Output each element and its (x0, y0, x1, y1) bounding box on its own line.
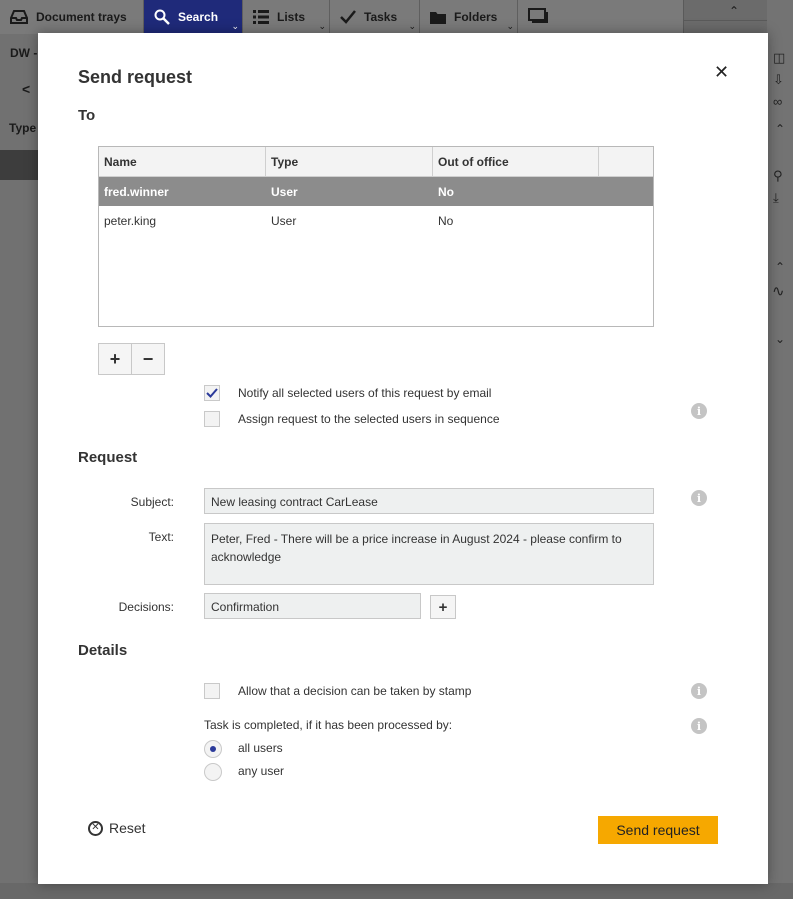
completed-label: Task is completed, if it has been processed by: (204, 718, 453, 732)
nav-search-label: Search (178, 10, 219, 24)
reset-button[interactable] (88, 820, 146, 836)
cell-type: User (271, 184, 298, 199)
chevron-down-icon: ⌄ (318, 21, 326, 31)
remove-recipient-button[interactable]: − (131, 343, 165, 375)
cell-name: peter.king (104, 213, 157, 228)
radio-selected-dot (210, 746, 216, 752)
column-header-out-of-office[interactable]: Out of office (433, 147, 599, 176)
nav-lists[interactable] (243, 0, 330, 34)
cell-out-of-office: No (438, 184, 454, 199)
window-toggle-button[interactable] (518, 0, 558, 34)
info-icon[interactable]: i (691, 718, 707, 734)
link-icon[interactable]: ∞ (773, 94, 783, 109)
info-icon[interactable]: i (691, 490, 707, 506)
sequence-label: Assign request to the selected users in sequence (238, 412, 500, 426)
folder-icon (430, 11, 446, 24)
cell-type: User (271, 213, 297, 228)
check-icon (340, 10, 356, 24)
nav-document-trays-label: Document trays (36, 10, 127, 24)
chevron-up-icon[interactable]: ⌃ (775, 260, 786, 274)
radio-all-users[interactable] (204, 740, 222, 758)
to-heading: To (78, 107, 96, 124)
info-icon[interactable]: i (691, 683, 707, 699)
dialog-title: Send request (78, 67, 193, 87)
text-label: Text: (148, 530, 174, 544)
status-bar (0, 883, 793, 899)
cell-out-of-office: No (438, 213, 454, 228)
text-field[interactable]: Peter, Fred - There will be a price increase in August 2024 - please confirm to acknowledge (204, 523, 654, 585)
search-icon (154, 9, 170, 25)
zoom-icon[interactable]: ⚲ (773, 168, 783, 183)
notify-label: Notify all selected users of this request by email (238, 386, 492, 400)
chevron-up-icon[interactable]: ⌃ (775, 122, 786, 136)
table-row[interactable] (99, 177, 653, 206)
subject-label: Subject: (130, 495, 174, 509)
chevron-down-icon: ⌄ (506, 21, 514, 31)
chevron-down-icon: ⌄ (231, 21, 239, 31)
details-heading: Details (78, 642, 128, 659)
nav-folders[interactable] (420, 0, 518, 34)
back-chevron-icon[interactable]: < (22, 81, 31, 97)
nav-document-trays[interactable] (0, 0, 144, 34)
decisions-field[interactable]: Confirmation (204, 593, 421, 619)
download-icon[interactable]: ⇩ (773, 72, 784, 87)
radio-any-user[interactable] (204, 763, 222, 781)
recipients-table (98, 146, 654, 327)
export-icon[interactable]: ⤓ (773, 190, 779, 205)
window-icon (528, 8, 548, 27)
top-navigation (0, 0, 793, 34)
radio-all-users-label: all users (238, 741, 283, 755)
request-heading: Request (78, 449, 138, 466)
nav-lists-label: Lists (277, 10, 306, 24)
nav-tasks-label: Tasks (364, 10, 398, 24)
signature-icon[interactable]: ∿ (772, 283, 785, 300)
document-info-icon[interactable]: ◫ (773, 50, 786, 65)
send-request-dialog (38, 33, 768, 884)
send-request-button[interactable]: Send request (598, 816, 718, 844)
subject-field[interactable]: New leasing contract CarLease (204, 488, 654, 514)
info-icon[interactable]: i (691, 403, 707, 419)
background-dw-label: DW - (10, 46, 38, 60)
close-icon[interactable]: ✕ (714, 62, 730, 82)
nav-search[interactable] (144, 0, 243, 34)
cell-name: fred.winner (104, 184, 169, 199)
reset-icon: ✕ (88, 821, 103, 836)
column-header-type[interactable]: Type (266, 147, 433, 176)
decisions-label: Decisions: (118, 600, 174, 614)
add-recipient-button[interactable]: + (98, 343, 132, 375)
checkmark-icon (206, 388, 218, 398)
chevron-down-icon[interactable]: ⌄ (775, 332, 786, 346)
tray-icon (10, 10, 28, 24)
list-icon (253, 10, 269, 24)
stamp-label: Allow that a decision can be taken by stamp (238, 684, 472, 698)
stamp-checkbox[interactable] (204, 683, 220, 699)
chevron-down-icon: ⌄ (408, 21, 416, 31)
table-header (99, 147, 653, 177)
add-decision-button[interactable]: + (430, 595, 456, 619)
notify-checkbox[interactable] (204, 385, 220, 401)
column-header-name[interactable]: Name (99, 147, 266, 176)
radio-any-user-label: any user (238, 764, 285, 778)
chevron-up-icon[interactable]: ⌃ (729, 4, 740, 18)
nav-folders-label: Folders (454, 10, 498, 24)
table-row[interactable] (99, 206, 653, 235)
reset-label: Reset (109, 820, 146, 836)
background-selected-row (0, 150, 40, 180)
column-header-empty (599, 147, 653, 176)
nav-tasks[interactable] (330, 0, 420, 34)
right-toolbar-strip (767, 0, 793, 899)
sequence-checkbox[interactable] (204, 411, 220, 427)
background-type-header: Type (9, 121, 37, 135)
